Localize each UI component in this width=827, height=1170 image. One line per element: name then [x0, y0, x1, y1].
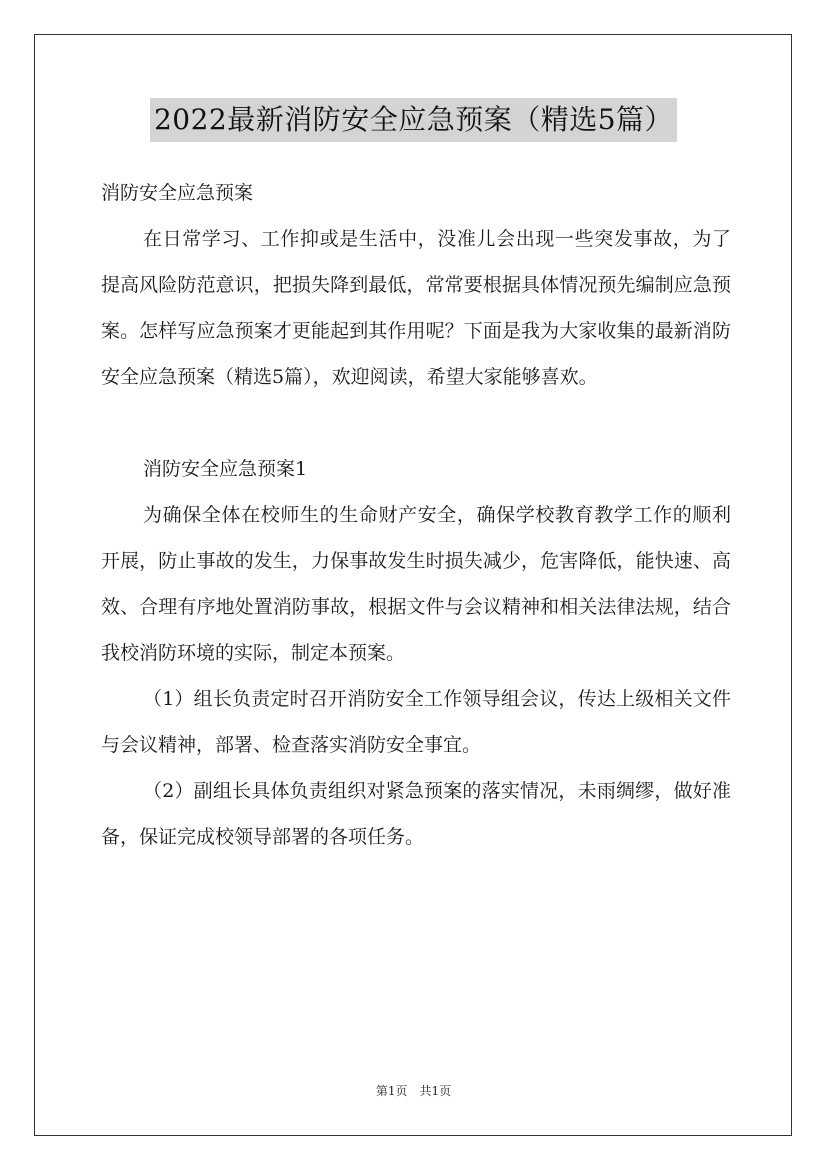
- paragraph-spacer: [101, 400, 731, 446]
- title-container: [0, 98, 827, 142]
- document-subtitle: 消防安全应急预案: [101, 182, 254, 204]
- section1-item-2: （2）副组长具体负责组织对紧急预案的落实情况，未雨绸缪，做好准备，保证完成校领导部署的各项任务。: [101, 780, 731, 848]
- section1-paragraph: 为确保全体在校师生的生命财产安全，确保学校教育教学工作的顺利开展，防止事故的发生，力保事故发生时损失减少，危害降低，能快速、高效、合理有序地处置消防事故，根据文件与会议精神和相关法律法规，结合我校消防环境的实际，制定本预案。: [101, 504, 731, 664]
- section1-item-1: （1）组长负责定时召开消防安全工作领导组会议，传达上级相关文件与会议精神，部署、检查落实消防安全事宜。: [101, 688, 731, 756]
- page-footer: 第1页 共1页: [375, 1084, 452, 1098]
- document-body: [101, 170, 731, 860]
- document-title: 2022最新消防安全应急预案（精选5篇）: [150, 98, 677, 142]
- section-heading-1: 消防安全应急预案1: [143, 458, 308, 480]
- intro-paragraph: 在日常学习、工作抑或是生活中，没准儿会出现一些突发事故，为了提高风险防范意识，把损失降到最低，常常要根据具体情况预先编制应急预案。怎样写应急预案才更能起到其作用呢？下面是我为大家收集的最新消防安全应急预案（精选5篇），欢迎阅读，希望大家能够喜欢。: [101, 228, 731, 388]
